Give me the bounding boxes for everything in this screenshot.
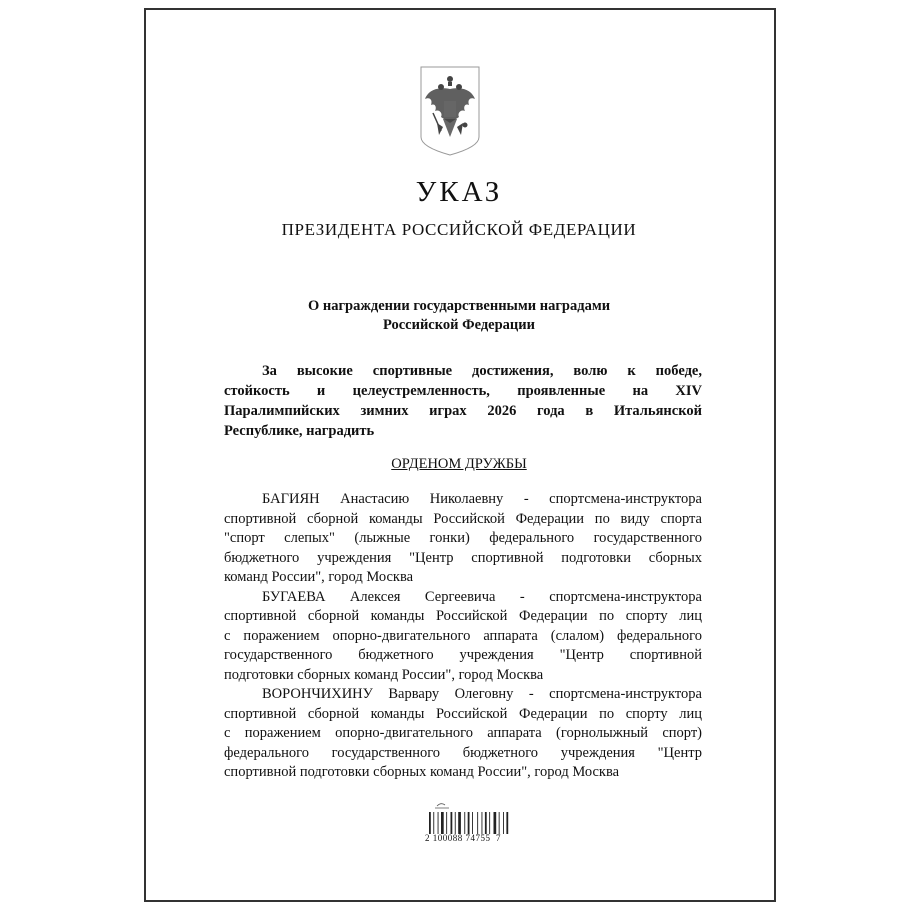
recipient-line: подготовки сборных команд России", город Москва bbox=[224, 666, 544, 683]
recipient-line: с поражением опорно-двигательного аппарата (горнолыжный спорт) bbox=[224, 725, 702, 741]
barcode-bar bbox=[446, 812, 447, 834]
recipient-line: ВОРОНЧИХИНУ Варвару Олеговну - спортсмена-инструктора bbox=[262, 686, 702, 702]
barcode-bar bbox=[485, 812, 487, 834]
order-name: ОРДЕНОМ ДРУЖБЫ bbox=[391, 456, 527, 472]
recipient-entry bbox=[224, 490, 702, 588]
barcode-bar bbox=[489, 812, 490, 834]
signature-mark bbox=[435, 804, 449, 808]
recipient-line: государственного бюджетного учреждения "Центр спортивной bbox=[224, 647, 702, 663]
barcode-bar bbox=[429, 812, 431, 834]
barcode-bar bbox=[458, 812, 461, 834]
heading-line: О награждении государственными наградами bbox=[307, 298, 611, 314]
barcode-bar bbox=[441, 812, 444, 834]
preamble-line: За высокие спортивные достижения, волю к победе, bbox=[262, 363, 702, 379]
preamble-line: стойкость и целеустремленность, проявленные на XIV bbox=[224, 383, 702, 399]
barcode-bar bbox=[482, 812, 483, 834]
recipients-list bbox=[224, 490, 702, 783]
recipient-line: БАГИЯН Анастасию Николаевну - спортсмена-инструктора bbox=[262, 491, 702, 507]
preamble-line: Республике, наградить bbox=[224, 423, 375, 439]
barcode-bar bbox=[503, 812, 504, 834]
recipient-line: спортивной сборной команды Российской Федерации по виду спорта bbox=[224, 510, 702, 527]
recipient-line: спортивной сборной команды Российской Федерации по спорту лиц bbox=[224, 608, 702, 624]
barcode-bar bbox=[451, 812, 453, 834]
barcode-bar bbox=[506, 812, 508, 834]
barcode-bar bbox=[464, 812, 465, 834]
recipient-line: бюджетного учреждения "Центр спортивной подготовки сборных bbox=[224, 549, 702, 566]
decree-subtitle: ПРЕЗИДЕНТА РОССИЙСКОЙ ФЕДЕРАЦИИ bbox=[281, 220, 637, 239]
barcode-bar bbox=[433, 812, 434, 834]
decree-title: УКАЗ bbox=[415, 176, 503, 208]
decree-preamble bbox=[224, 361, 702, 441]
recipient-line: спортивной подготовки сборных команд России", город Москва bbox=[224, 764, 620, 780]
recipient-entry bbox=[224, 685, 702, 783]
barcode-bar bbox=[468, 812, 470, 834]
recipient-entry bbox=[224, 588, 702, 686]
barcode-number: 2 100088 74755 7 bbox=[425, 833, 501, 843]
heading-line: Российской Федерации bbox=[382, 317, 535, 333]
recipient-line: спортивной сборной команды Российской Федерации по спорту лиц bbox=[224, 705, 702, 722]
recipient-line: команд России", город Москва bbox=[224, 569, 414, 585]
decree-heading bbox=[0, 297, 918, 335]
barcode-bar bbox=[494, 812, 497, 834]
barcode-bar bbox=[438, 812, 439, 834]
barcode-bar bbox=[477, 812, 478, 834]
recipient-line: "спорт слепых" (лыжные гонки) федерального государственного bbox=[224, 530, 702, 546]
barcode-bar bbox=[455, 812, 456, 834]
coat-of-arms-icon bbox=[419, 65, 481, 157]
recipient-line: с поражением опорно-двигательного аппарата (слалом) федерального bbox=[224, 627, 702, 644]
preamble-line: Паралимпийских зимних играх 2026 года в Итальянской bbox=[224, 403, 702, 419]
recipient-line: БУГАЕВА Алексея Сергеевича - спортсмена-инструктора bbox=[262, 588, 702, 605]
barcode-bar bbox=[499, 812, 500, 834]
barcode-bar bbox=[472, 812, 473, 834]
recipient-line: федерального государственного бюджетного учреждения "Центр bbox=[224, 744, 702, 761]
